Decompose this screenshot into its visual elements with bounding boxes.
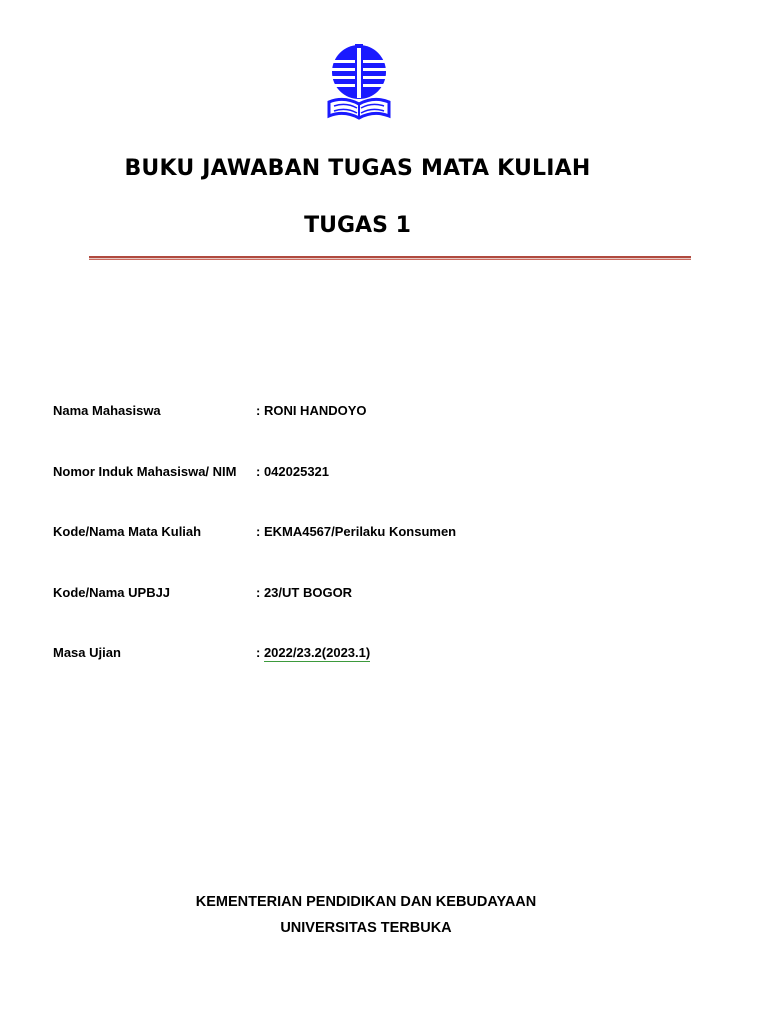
institution-footer xyxy=(0,889,732,941)
university-logo-icon xyxy=(326,42,392,122)
document-title: BUKU JAWABAN TUGAS MATA KULIAH xyxy=(124,156,591,181)
info-row-student-name xyxy=(53,403,693,464)
info-row-exam-period xyxy=(53,645,693,706)
student-info-table xyxy=(53,403,693,706)
ministry-name: KEMENTERIAN PENDIDIKAN DAN KEBUDAYAAN xyxy=(195,894,537,910)
info-value: : EKMA4567/Perilaku Konsumen xyxy=(256,524,457,539)
university-name: UNIVERSITAS TERBUKA xyxy=(280,920,452,936)
info-label: Masa Ujian xyxy=(53,645,121,660)
info-value: : 042025321 xyxy=(256,463,330,479)
info-label: Kode/Nama Mata Kuliah xyxy=(53,524,202,539)
title-divider xyxy=(89,256,691,261)
info-value-prefix: : xyxy=(256,645,264,660)
info-label: Nama Mahasiswa xyxy=(53,403,161,418)
info-value: : RONI HANDOYO xyxy=(256,403,367,418)
info-row-nim xyxy=(53,464,693,525)
info-value xyxy=(256,645,370,660)
info-label: Kode/Nama UPBJJ xyxy=(53,584,171,600)
grammar-marked-text: 2022/23.2(2023.1) xyxy=(263,645,371,660)
info-row-upbjj xyxy=(53,585,693,646)
info-label: Nomor Induk Mahasiswa/ NIM xyxy=(53,463,237,479)
document-subtitle: TUGAS 1 xyxy=(304,213,411,238)
info-value: : 23/UT BOGOR xyxy=(256,584,353,600)
info-row-course xyxy=(53,524,693,585)
